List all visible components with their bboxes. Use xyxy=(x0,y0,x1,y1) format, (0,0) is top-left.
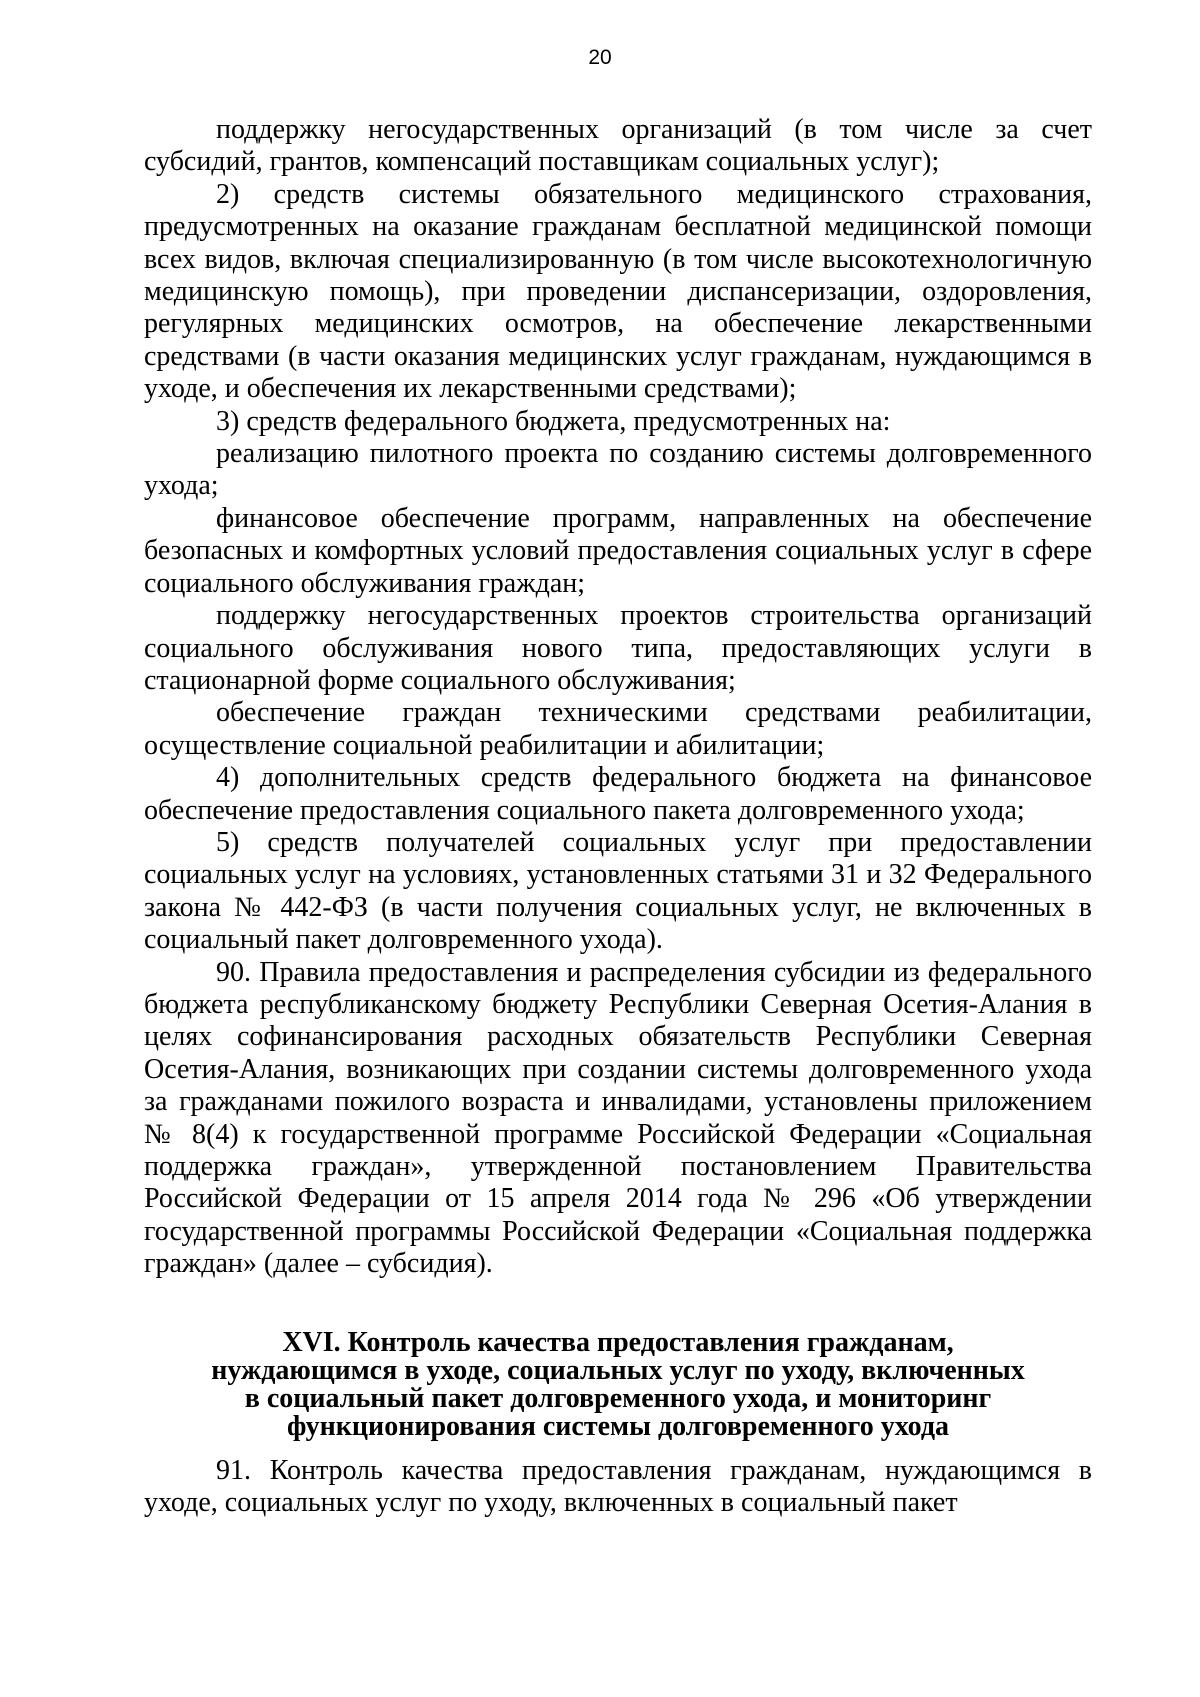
paragraph-item-3-federal-budget: 3) средств федерального бюджета, предусмотренных на: xyxy=(216,405,891,437)
paragraph-91-quality-control: 91. Контроль качества предоставления гражданам, нуждающимся в уходе, социальных услуг по уходу, включенных в социальный пакет xyxy=(144,1454,1092,1519)
paragraph-item-4-additional-funds: 4) дополнительных средств федерального бюджета на финансовое обеспечение предоставления социального пакета долговременного ухода; xyxy=(144,762,1092,826)
section-heading-xvi xyxy=(144,1326,1092,1442)
section-heading-line: нуждающимся в уходе, социальных услуг по уходу, включенных xyxy=(211,1354,1025,1386)
paragraph-item-2-mandatory-insurance: 2) средств системы обязательного медицинского страхования, предусмотренных на оказание гражданам бесплатной медицинской помощи всех видов, включая специализированную (в том числе высокотехнологичную медицинскую помощь), при проведении диспансеризации, оздоровления, регулярных медицинских осмотров, на обеспечение лекарственными средствами (в части оказания медицинских услуг гражданам, нуждающимся в уходе, и обеспечения их лекарственными средствами); xyxy=(144,178,1092,405)
paragraph-item-5-recipients-funds: 5) средств получателей социальных услуг при предоставлении социальных услуг на условиях, установленных статьями 31 и 32 Федерального закона № 442-ФЗ (в части получения социальных услуг, не включенных в социальный пакет долговременного ухода). xyxy=(144,826,1092,956)
page-number: 20 xyxy=(588,46,612,69)
paragraph-rehabilitation-means: обеспечение граждан техническими средствами реабилитации, осуществление социальной реабилитации и абилитации; xyxy=(144,697,1092,761)
section-heading-line: в социальный пакет долговременного ухода, и мониторинг xyxy=(244,1382,992,1414)
paragraph-nonstate-construction: поддержку негосударственных проектов строительства организаций социального обслуживания нового типа, предоставляющих услуги в стационарной форме социального обслуживания; xyxy=(144,600,1092,696)
document-body xyxy=(144,114,1092,1519)
section-heading-line: функционирования системы долговременного ухода xyxy=(286,1410,949,1442)
paragraph-financial-programs: финансовое обеспечение программ, направленных на обеспечение безопасных и комфортных условий предоставления социальных услуг в сфере социального обслуживания граждан; xyxy=(144,502,1092,599)
section-heading-line: XVI. Контроль качества предоставления гражданам, xyxy=(282,1326,954,1358)
paragraph-support-nonstate-organizations: поддержку негосударственных организаций (в том числе за счет субсидий, грантов, компенсаций поставщикам социальных услуг); xyxy=(144,114,1092,178)
paragraph-90-subsidy-rules: 90. Правила предоставления и распределения субсидии из федерального бюджета республиканскому бюджету Республики Северная Осетия-Алания в целях софинансирования расходных обязательств Республики Северная Осетия-Алания, возникающих при создании системы долговременного ухода за гражданами пожилого возраста и инвалидами, установлены приложением № 8(4) к государственной программе Российской Федерации «Социальная поддержка граждан», утвержденной постановлением Правительства Российской Федерации от 15 апреля 2014 года № 296 «Об утверждении государственной программы Российской Федерации «Социальная поддержка граждан» (далее – субсидия). xyxy=(144,956,1092,1280)
paragraph-pilot-project: реализацию пилотного проекта по созданию системы долговременного ухода; xyxy=(144,438,1092,502)
